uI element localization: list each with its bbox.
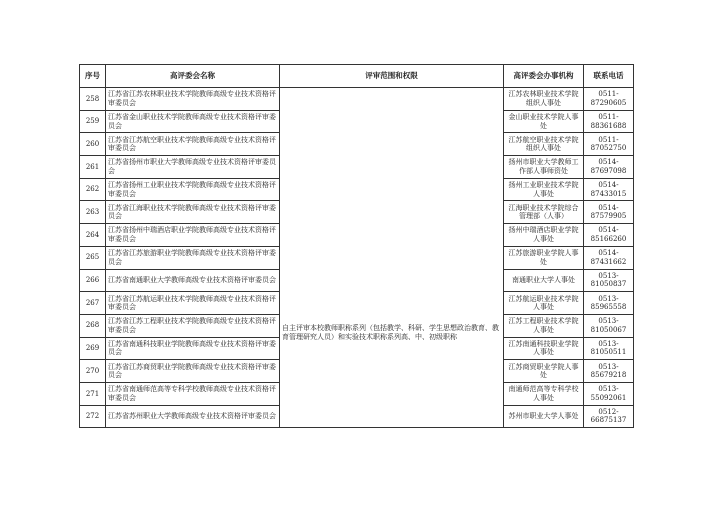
committee-name: 江苏省扬州市职业大学教师高级专业技术资格评审委员会 bbox=[106, 156, 280, 179]
contact-phone: 0511-88361688 bbox=[584, 110, 634, 133]
row-number: 272 bbox=[80, 405, 106, 428]
committee-office: 江苏航运职业技术学院人事处 bbox=[504, 292, 584, 315]
committee-name: 江苏省扬州中瑞酒店职业学院教师高级专业技术资格评审委员会 bbox=[106, 224, 280, 247]
committee-name: 江苏省江苏旅游职业学院教师高级专业技术资格评审委员会 bbox=[106, 246, 280, 269]
contact-phone: 0513-85965558 bbox=[584, 292, 634, 315]
committee-office: 苏州市职业大学人事处 bbox=[504, 405, 584, 428]
committee-name: 江苏省南通科技职业学院教师高级专业技术资格评审委员会 bbox=[106, 337, 280, 360]
contact-phone: 0512-66875137 bbox=[584, 405, 634, 428]
contact-phone: 0513-81050511 bbox=[584, 337, 634, 360]
committee-office: 扬州中瑞酒店职业学院人事处 bbox=[504, 224, 584, 247]
contact-phone: 0514-85166260 bbox=[584, 224, 634, 247]
committee-name: 江苏省江海职业技术学院教师高级专业技术资格评审委员会 bbox=[106, 201, 280, 224]
committee-office: 金山职业技术学院人事处 bbox=[504, 110, 584, 133]
row-number: 261 bbox=[80, 156, 106, 179]
contact-phone: 0514-87431662 bbox=[584, 246, 634, 269]
committee-office: 江苏商贸职业学院人事处 bbox=[504, 360, 584, 383]
row-number: 271 bbox=[80, 382, 106, 405]
row-number: 264 bbox=[80, 224, 106, 247]
header-org: 高评委会办事机构 bbox=[504, 65, 584, 88]
review-scope-text: 自主评审本校教师职称系列（包括教学、科研、学生思想政治教育、教育管理研究人员）和实验技术职称系列高、中、初级职称 bbox=[282, 324, 499, 341]
header-phone: 联系电话 bbox=[584, 65, 634, 88]
committee-name: 江苏省江苏农林职业技术学院教师高级专业技术资格评审委员会 bbox=[106, 88, 280, 111]
contact-phone: 0511-87290605 bbox=[584, 88, 634, 111]
committee-name: 江苏省南通职业大学教师高级专业技术资格评审委员会 bbox=[106, 269, 280, 292]
committee-office: 南通职业大学人事处 bbox=[504, 269, 584, 292]
committee-office: 南通师范高等专科学校人事处 bbox=[504, 382, 584, 405]
row-number: 270 bbox=[80, 360, 106, 383]
row-number: 260 bbox=[80, 133, 106, 156]
contact-phone: 0514-87697098 bbox=[584, 156, 634, 179]
committee-name: 江苏省江苏商贸职业学院教师高级专业技术资格评审委员会 bbox=[106, 360, 280, 383]
row-number: 265 bbox=[80, 246, 106, 269]
row-number: 267 bbox=[80, 292, 106, 315]
committee-name: 江苏省金山职业技术学院教师高级专业技术资格评审委员会 bbox=[106, 110, 280, 133]
table-header-row bbox=[80, 65, 634, 88]
committee-name: 江苏省江苏航运职业技术学院教师高级专业技术资格评审委员会 bbox=[106, 292, 280, 315]
contact-phone: 0513-81050837 bbox=[584, 269, 634, 292]
contact-phone: 0513-55092061 bbox=[584, 382, 634, 405]
contact-phone: 0511-87052750 bbox=[584, 133, 634, 156]
header-name: 高评委会名称 bbox=[106, 65, 280, 88]
row-number: 269 bbox=[80, 337, 106, 360]
committee-name: 江苏省扬州工业职业技术学院教师高级专业技术资格评审委员会 bbox=[106, 178, 280, 201]
row-number: 263 bbox=[80, 201, 106, 224]
committee-name: 江苏省南通师范高等专科学校教师高级专业技术资格评审委员会 bbox=[106, 382, 280, 405]
committee-office: 江苏旅游职业学院人事处 bbox=[504, 246, 584, 269]
committee-name: 江苏省苏州职业大学教师高级专业技术资格评审委员会 bbox=[106, 405, 280, 428]
committee-office: 江苏南通科技职业学院人事处 bbox=[504, 337, 584, 360]
contact-phone: 0513-85679218 bbox=[584, 360, 634, 383]
review-scope bbox=[280, 88, 504, 428]
committee-office: 江苏农林职业技术学院组织人事处 bbox=[504, 88, 584, 111]
contact-phone: 0513-81050067 bbox=[584, 314, 634, 337]
header-scope: 评审范围和权限 bbox=[280, 65, 504, 88]
row-number: 268 bbox=[80, 314, 106, 337]
contact-phone: 0514-87579905 bbox=[584, 201, 634, 224]
committee-office: 扬州工业职业技术学院人事处 bbox=[504, 178, 584, 201]
row-number: 262 bbox=[80, 178, 106, 201]
committee-table bbox=[79, 64, 634, 428]
row-number: 259 bbox=[80, 110, 106, 133]
table-body bbox=[80, 88, 634, 428]
table-row bbox=[80, 88, 634, 111]
committee-office: 江海职业技术学院综合管理部（人事） bbox=[504, 201, 584, 224]
committee-office: 江苏航空职业技术学院组织人事处 bbox=[504, 133, 584, 156]
header-no: 序号 bbox=[80, 65, 106, 88]
committee-name: 江苏省江苏工程职业技术学院教师高级专业技术资格评审委员会 bbox=[106, 314, 280, 337]
committee-office: 江苏工程职业技术学院人事处 bbox=[504, 314, 584, 337]
committee-name: 江苏省江苏航空职业技术学院教师高级专业技术资格评审委员会 bbox=[106, 133, 280, 156]
contact-phone: 0514-87433015 bbox=[584, 178, 634, 201]
row-number: 266 bbox=[80, 269, 106, 292]
committee-office: 扬州市职业大学教师工作部人事师资处 bbox=[504, 156, 584, 179]
row-number: 258 bbox=[80, 88, 106, 111]
